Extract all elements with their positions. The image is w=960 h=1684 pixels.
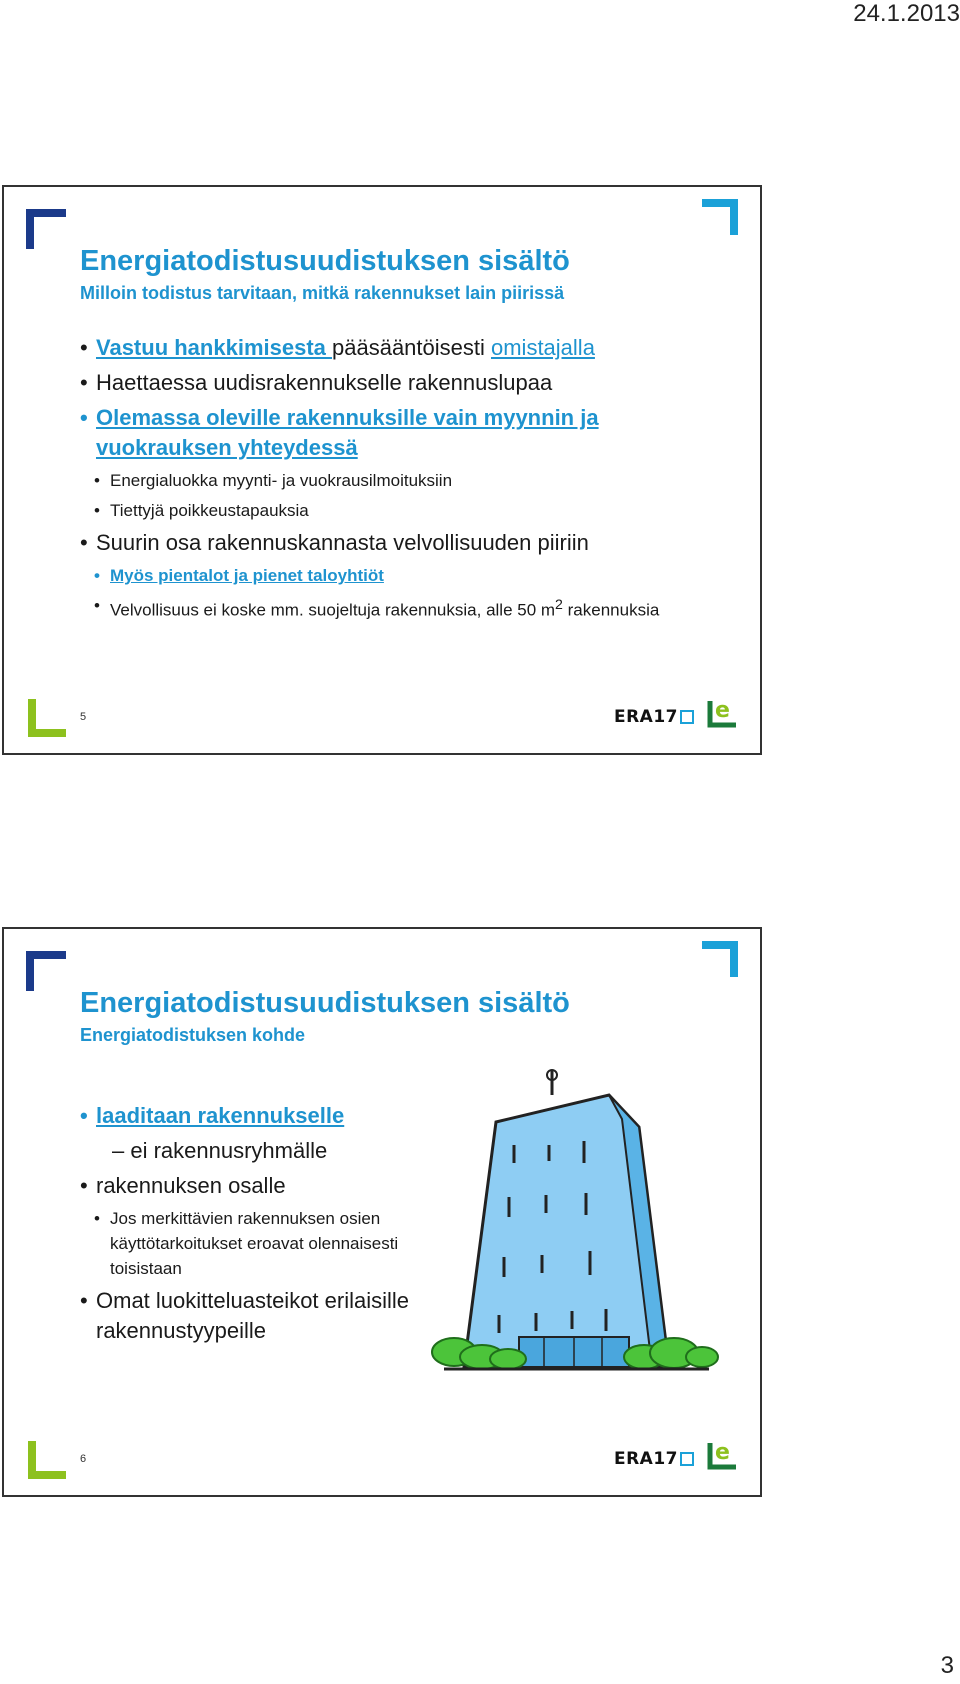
e-logo-letter: e <box>715 698 730 723</box>
bullet-item: • rakennuksen osalle <box>80 1171 440 1201</box>
sub-bullet-item: • Jos merkittävien rakennuksen osien käyttötarkoitukset eroavat olennaisesti toisistaan <box>94 1206 440 1281</box>
bullet-list <box>80 1101 440 1351</box>
e-logo-icon <box>706 1437 740 1471</box>
slide-6 <box>2 927 762 1497</box>
bullet-highlight: Vastuu hankkimisesta <box>96 335 332 360</box>
slide-number: 5 <box>80 711 87 723</box>
corner-mark-top-right <box>702 199 738 235</box>
bullet-item: • laaditaan rakennukselle <box>80 1101 440 1131</box>
era17-logo <box>614 1449 694 1469</box>
corner-mark-top-left <box>26 951 66 991</box>
logo-square-icon <box>680 1452 694 1466</box>
slide-number: 6 <box>80 1453 87 1465</box>
corner-mark-bottom-left <box>28 699 66 737</box>
sub-bullet-item: • Energialuokka myynti- ja vuokrausilmoituksiin <box>94 468 720 493</box>
era17-logo <box>614 707 694 727</box>
slide-title: Energiatodistusuudistuksen sisältö <box>80 987 570 1019</box>
corner-mark-top-right <box>702 941 738 977</box>
bullet-text: Velvollisuus ei koske mm. suojeltuja rakennuksia, alle 50 m <box>110 600 556 620</box>
sub-bullet-item <box>94 593 720 623</box>
superscript: 2 <box>555 597 563 613</box>
bullet-item: • Omat luokitteluasteikot erilaisille rakennustyypeille <box>80 1286 440 1346</box>
slide-title: Energiatodistusuudistuksen sisältö <box>80 245 570 277</box>
e-logo-letter: e <box>715 1440 730 1465</box>
sub-bullet-item: • Tiettyjä poikkeustapauksia <box>94 498 720 523</box>
bullet-item: • Haettaessa uudisrakennukselle rakennuslupaa <box>80 368 720 398</box>
era17-logo-text: ERA17 <box>613 1449 678 1469</box>
bullet-item: • Suurin osa rakennuskannasta velvollisuuden piiriin <box>80 528 720 558</box>
bullet-highlight: omistajalla <box>491 335 595 360</box>
bullet-text: pääsääntöisesti <box>332 335 491 360</box>
bullet-list <box>80 333 720 628</box>
slide-subtitle: Energiatodistuksen kohde <box>80 1025 306 1045</box>
bullet-text: rakennuksia <box>562 600 660 620</box>
page-number: 3 <box>940 1652 954 1679</box>
era17-logo-text: ERA17 <box>613 707 678 727</box>
corner-mark-top-left <box>26 209 66 249</box>
slide-subtitle: Milloin todistus tarvitaan, mitkä rakennukset lain piirissä <box>80 283 565 303</box>
e-logo-icon <box>706 695 740 729</box>
slide-5 <box>2 185 762 755</box>
logo-square-icon <box>680 710 694 724</box>
sub-bullet-item: • Myös pientalot ja pienet taloyhtiöt <box>94 563 720 588</box>
corner-mark-bottom-left <box>28 1441 66 1479</box>
bullet-item <box>80 333 720 363</box>
page-date: 24.1.2013 <box>853 0 960 27</box>
bullet-continuation: – ei rakennusryhmälle <box>112 1138 328 1163</box>
bullet-item: • Olemassa oleville rakennuksille vain myynnin ja vuokrauksen yhteydessä <box>80 403 720 463</box>
building-illustration <box>424 1067 724 1397</box>
